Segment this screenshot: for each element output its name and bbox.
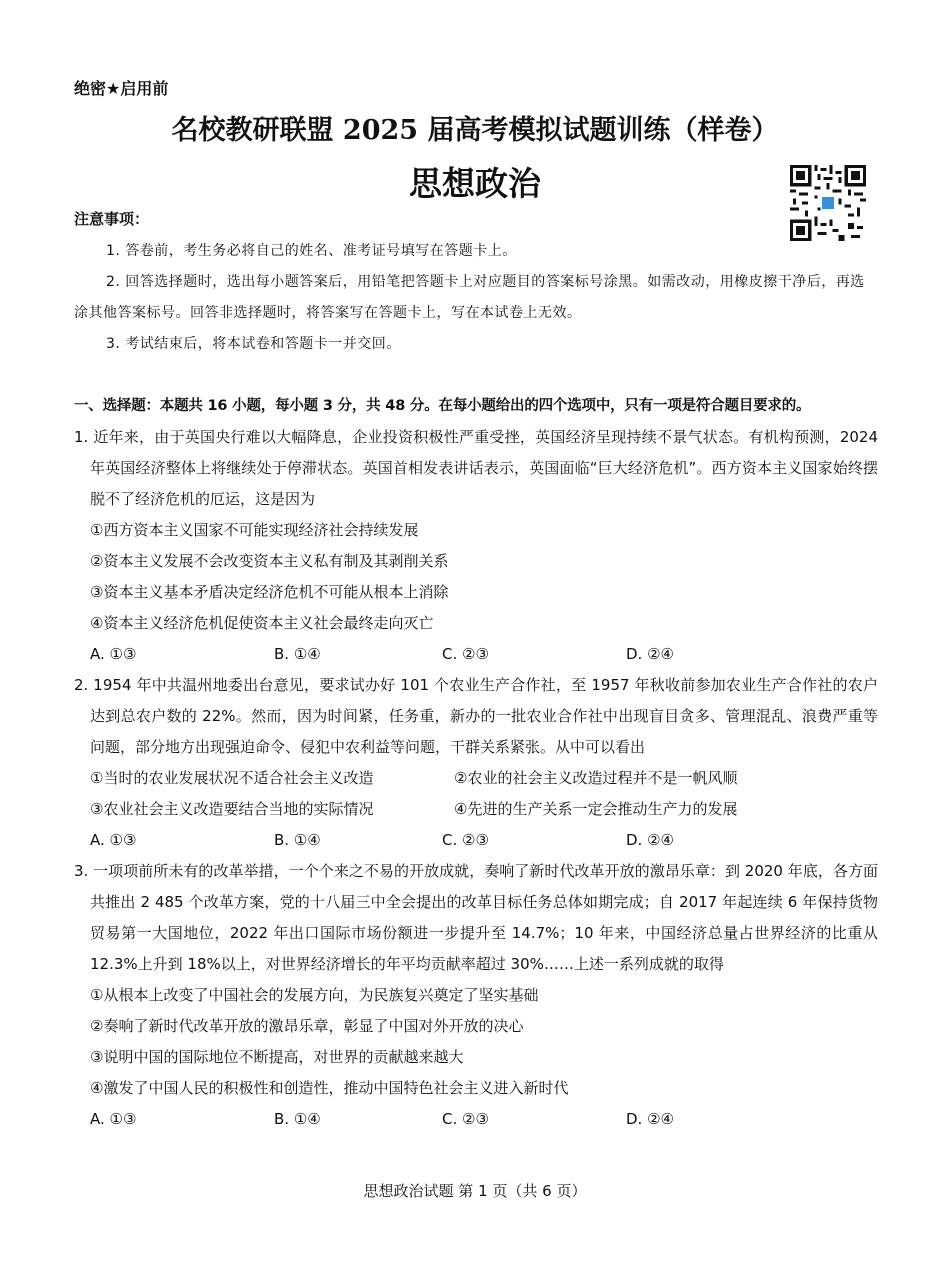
statement: ④资本主义经济危机促使资本主义社会最终走向灭亡 xyxy=(90,614,434,632)
qr-code-icon xyxy=(790,165,866,241)
subject-title: 思想政治 xyxy=(409,164,541,203)
statement-row xyxy=(74,794,878,825)
answer-choices xyxy=(74,1104,878,1135)
confidential-label: 绝密★启用前 xyxy=(74,79,169,98)
answer-choices xyxy=(74,639,878,670)
statement: ②农业的社会主义改造过程并不是一帆风顺 xyxy=(454,769,738,787)
choice-b: B. ①④ xyxy=(274,1110,321,1128)
choice-b: B. ①④ xyxy=(274,831,321,849)
choice-a: A. ①③ xyxy=(90,1110,137,1128)
answer-choices xyxy=(74,825,878,856)
statement: ③资本主义基本矛盾决定经济危机不可能从根本上消除 xyxy=(90,583,449,601)
exam-title: 名校教研联盟 2025 届高考模拟试题训练（样卷） xyxy=(171,115,779,146)
statement: ②奏响了新时代改革开放的激昂乐章，彰显了中国对外开放的决心 xyxy=(90,1017,524,1035)
question-3 xyxy=(74,856,878,1135)
statement: ④激发了中国人民的积极性和创造性，推动中国特色社会主义进入新时代 xyxy=(90,1079,569,1097)
choice-a: A. ①③ xyxy=(90,831,137,849)
statement: ②资本主义发展不会改变资本主义私有制及其剥削关系 xyxy=(90,552,449,570)
section-title: 一、选择题：本题共 16 小题，每小题 3 分，共 48 分。在每小题给出的四个选项中，只有一项是符合题目要求的。 xyxy=(74,398,811,414)
question-stem: 2. 1954 年中共温州地委出台意见，要求试办好 101 个农业生产合作社，至 1957 年秋收前参加农业生产合作社的农户达到总农户数的 22%。然而，因为时间紧，任务重，新办的一批农业合作社中出现盲目贪多、管理混乱、浪费严重等问题，部分地方出现强迫命令、侵犯中农利益等问题，干群关系紧张。从中可以看出 xyxy=(74,676,878,756)
notice-item: 2. 回答选择题时，选出每小题答案后，用铅笔把答题卡上对应题目的答案标号涂黑。如需改动，用橡皮擦干净后，再选涂其他答案标号。回答非选择题时，将答案写在答题卡上，写在本试卷上无效。 xyxy=(74,274,865,321)
statement: ①当时的农业发展状况不适合社会主义改造 xyxy=(90,769,374,787)
statement-row xyxy=(74,763,878,794)
notice-item: 1. 答卷前，考生务必将自己的姓名、准考证号填写在答题卡上。 xyxy=(106,243,517,259)
notice-title: 注意事项： xyxy=(74,210,150,228)
question-stem: 1. 近年来，由于英国央行难以大幅降息，企业投资积极性严重受挫，英国经济呈现持续不景气状态。有机构预测，2024 年英国经济整体上将继续处于停滞状态。英国首相发表讲话表示，英国面临“巨大经济危机”。西方资本主义国家始终摆脱不了经济危机的厄运，这是因为 xyxy=(74,428,878,508)
choice-c: C. ②③ xyxy=(442,645,489,663)
choice-d: D. ②④ xyxy=(626,831,674,849)
statement: ③说明中国的国际地位不断提高，对世界的贡献越来越大 xyxy=(90,1048,464,1066)
statement: ①西方资本主义国家不可能实现经济社会持续发展 xyxy=(90,521,419,539)
choice-c: C. ②③ xyxy=(442,1110,489,1128)
question-1 xyxy=(74,422,878,670)
notice-item: 3. 考试结束后，将本试卷和答题卡一并交回。 xyxy=(106,336,401,352)
choice-d: D. ②④ xyxy=(626,1110,674,1128)
choice-a: A. ①③ xyxy=(90,645,137,663)
choice-c: C. ②③ xyxy=(442,831,489,849)
statement: ④先进的生产关系一定会推动生产力的发展 xyxy=(454,800,738,818)
page-footer: 思想政治试题 第 1 页（共 6 页） xyxy=(363,1182,587,1200)
question-stem: 3. 一项项前所未有的改革举措，一个个来之不易的开放成就，奏响了新时代改革开放的激昂乐章：到 2020 年底，各方面共推出 2 485 个改革方案，党的十八届三中全会提出的改革目标任务总体如期完成；自 2017 年起连续 6 年保持货物贸易第一大国地位，2022 年出口国际市场份额进一步提升至 14.7%；10 年来，中国经济总量占世界经济的比重从 12.3%上升到 18%以上，对世界经济增长的年平均贡献率超过 30%……上述一系列成就的取得 xyxy=(74,862,878,973)
choice-b: B. ①④ xyxy=(274,645,321,663)
statement: ①从根本上改变了中国社会的发展方向，为民族复兴奠定了坚实基础 xyxy=(90,986,539,1004)
notice-list xyxy=(74,236,876,360)
choice-d: D. ②④ xyxy=(626,645,674,663)
question-2 xyxy=(74,670,878,856)
statement: ③农业社会主义改造要结合当地的实际情况 xyxy=(90,800,374,818)
